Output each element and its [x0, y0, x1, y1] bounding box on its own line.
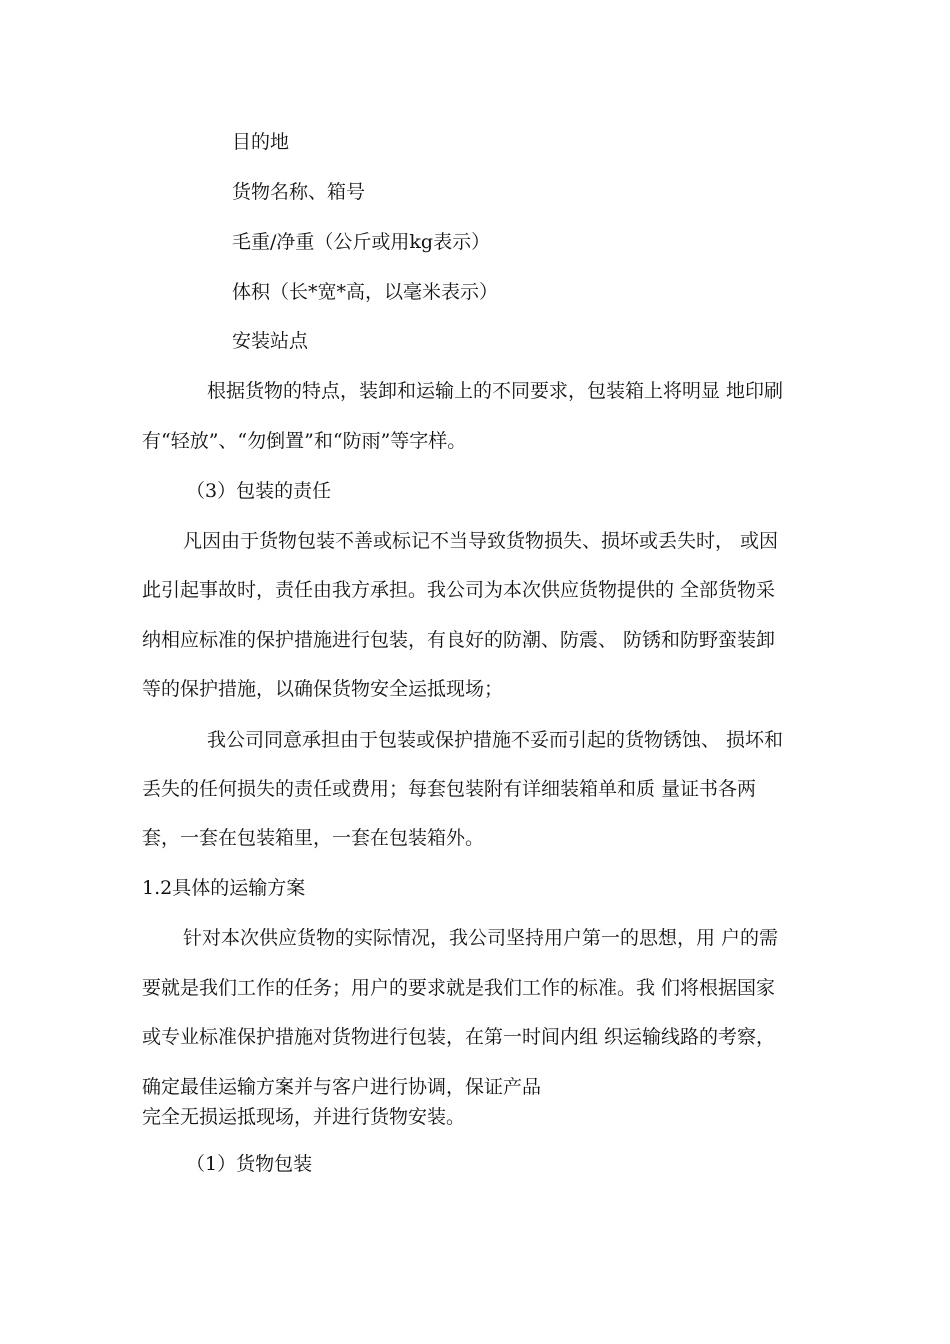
paragraph-responsibility-line: 此引起事故时，责任由我方承担。我公司为本次供应货物提供的 全部货物采: [142, 579, 776, 601]
paragraph-agree-line: 我公司同意承担由于包装或保护措施不妥而引起的货物锈蚀、 损坏和: [207, 729, 784, 751]
heading-responsibility: （3）包装的责任: [186, 480, 332, 502]
paragraph-responsibility-line: 等的保护措施，以确保货物安全运抵现场；: [142, 678, 504, 700]
list-item-install-site: 安装站点: [232, 330, 309, 352]
list-item-weight: 毛重/净重（公斤或用kg表示）: [232, 231, 491, 253]
list-item-volume: 体积（长*宽*高，以毫米表示）: [232, 281, 499, 303]
paragraph-agree-line: 丢失的任何损失的责任或费用；每套包装附有详细装箱单和质 量证书各两: [142, 778, 757, 800]
heading-packaging: （1）货物包装: [186, 1153, 313, 1175]
paragraph-plan-line: 或专业标准保护措施对货物进行包装，在第一时间内组 织运输线路的考察，: [142, 1026, 776, 1048]
paragraph-responsibility-line: 凡因由于货物包装不善或标记不当导致货物损失、损坏或丢失时， 或因: [183, 530, 779, 552]
paragraph-marking-line: 根据货物的特点，装卸和运输上的不同要求，包装箱上将明显 地印刷: [207, 380, 784, 402]
paragraph-plan-line: 针对本次供应货物的实际情况，我公司坚持用户第一的思想，用 户的需: [183, 927, 779, 949]
paragraph-responsibility-line: 纳相应标准的保护措施进行包装，有良好的防潮、防震、 防锈和防野蛮装卸: [142, 629, 776, 651]
list-item-goods-name: 货物名称、箱号: [232, 181, 366, 203]
paragraph-plan-line: 要就是我们工作的任务；用户的要求就是我们工作的标准。我 们将根据国家: [142, 977, 776, 999]
paragraph-plan-line: 确定最佳运输方案并与客户进行协调，保证产品: [142, 1076, 542, 1098]
section-title: 1.2具体的运输方案: [142, 877, 306, 899]
paragraph-plan-line: 完全无损运抵现场，并进行货物安装。: [142, 1106, 466, 1128]
list-item-destination: 目的地: [232, 131, 290, 153]
paragraph-agree-line: 套，一套在包装箱里，一套在包装箱外。: [142, 827, 485, 849]
paragraph-marking-line: 有“轻放”、“勿倒置”和“防雨”等字样。: [142, 430, 467, 452]
